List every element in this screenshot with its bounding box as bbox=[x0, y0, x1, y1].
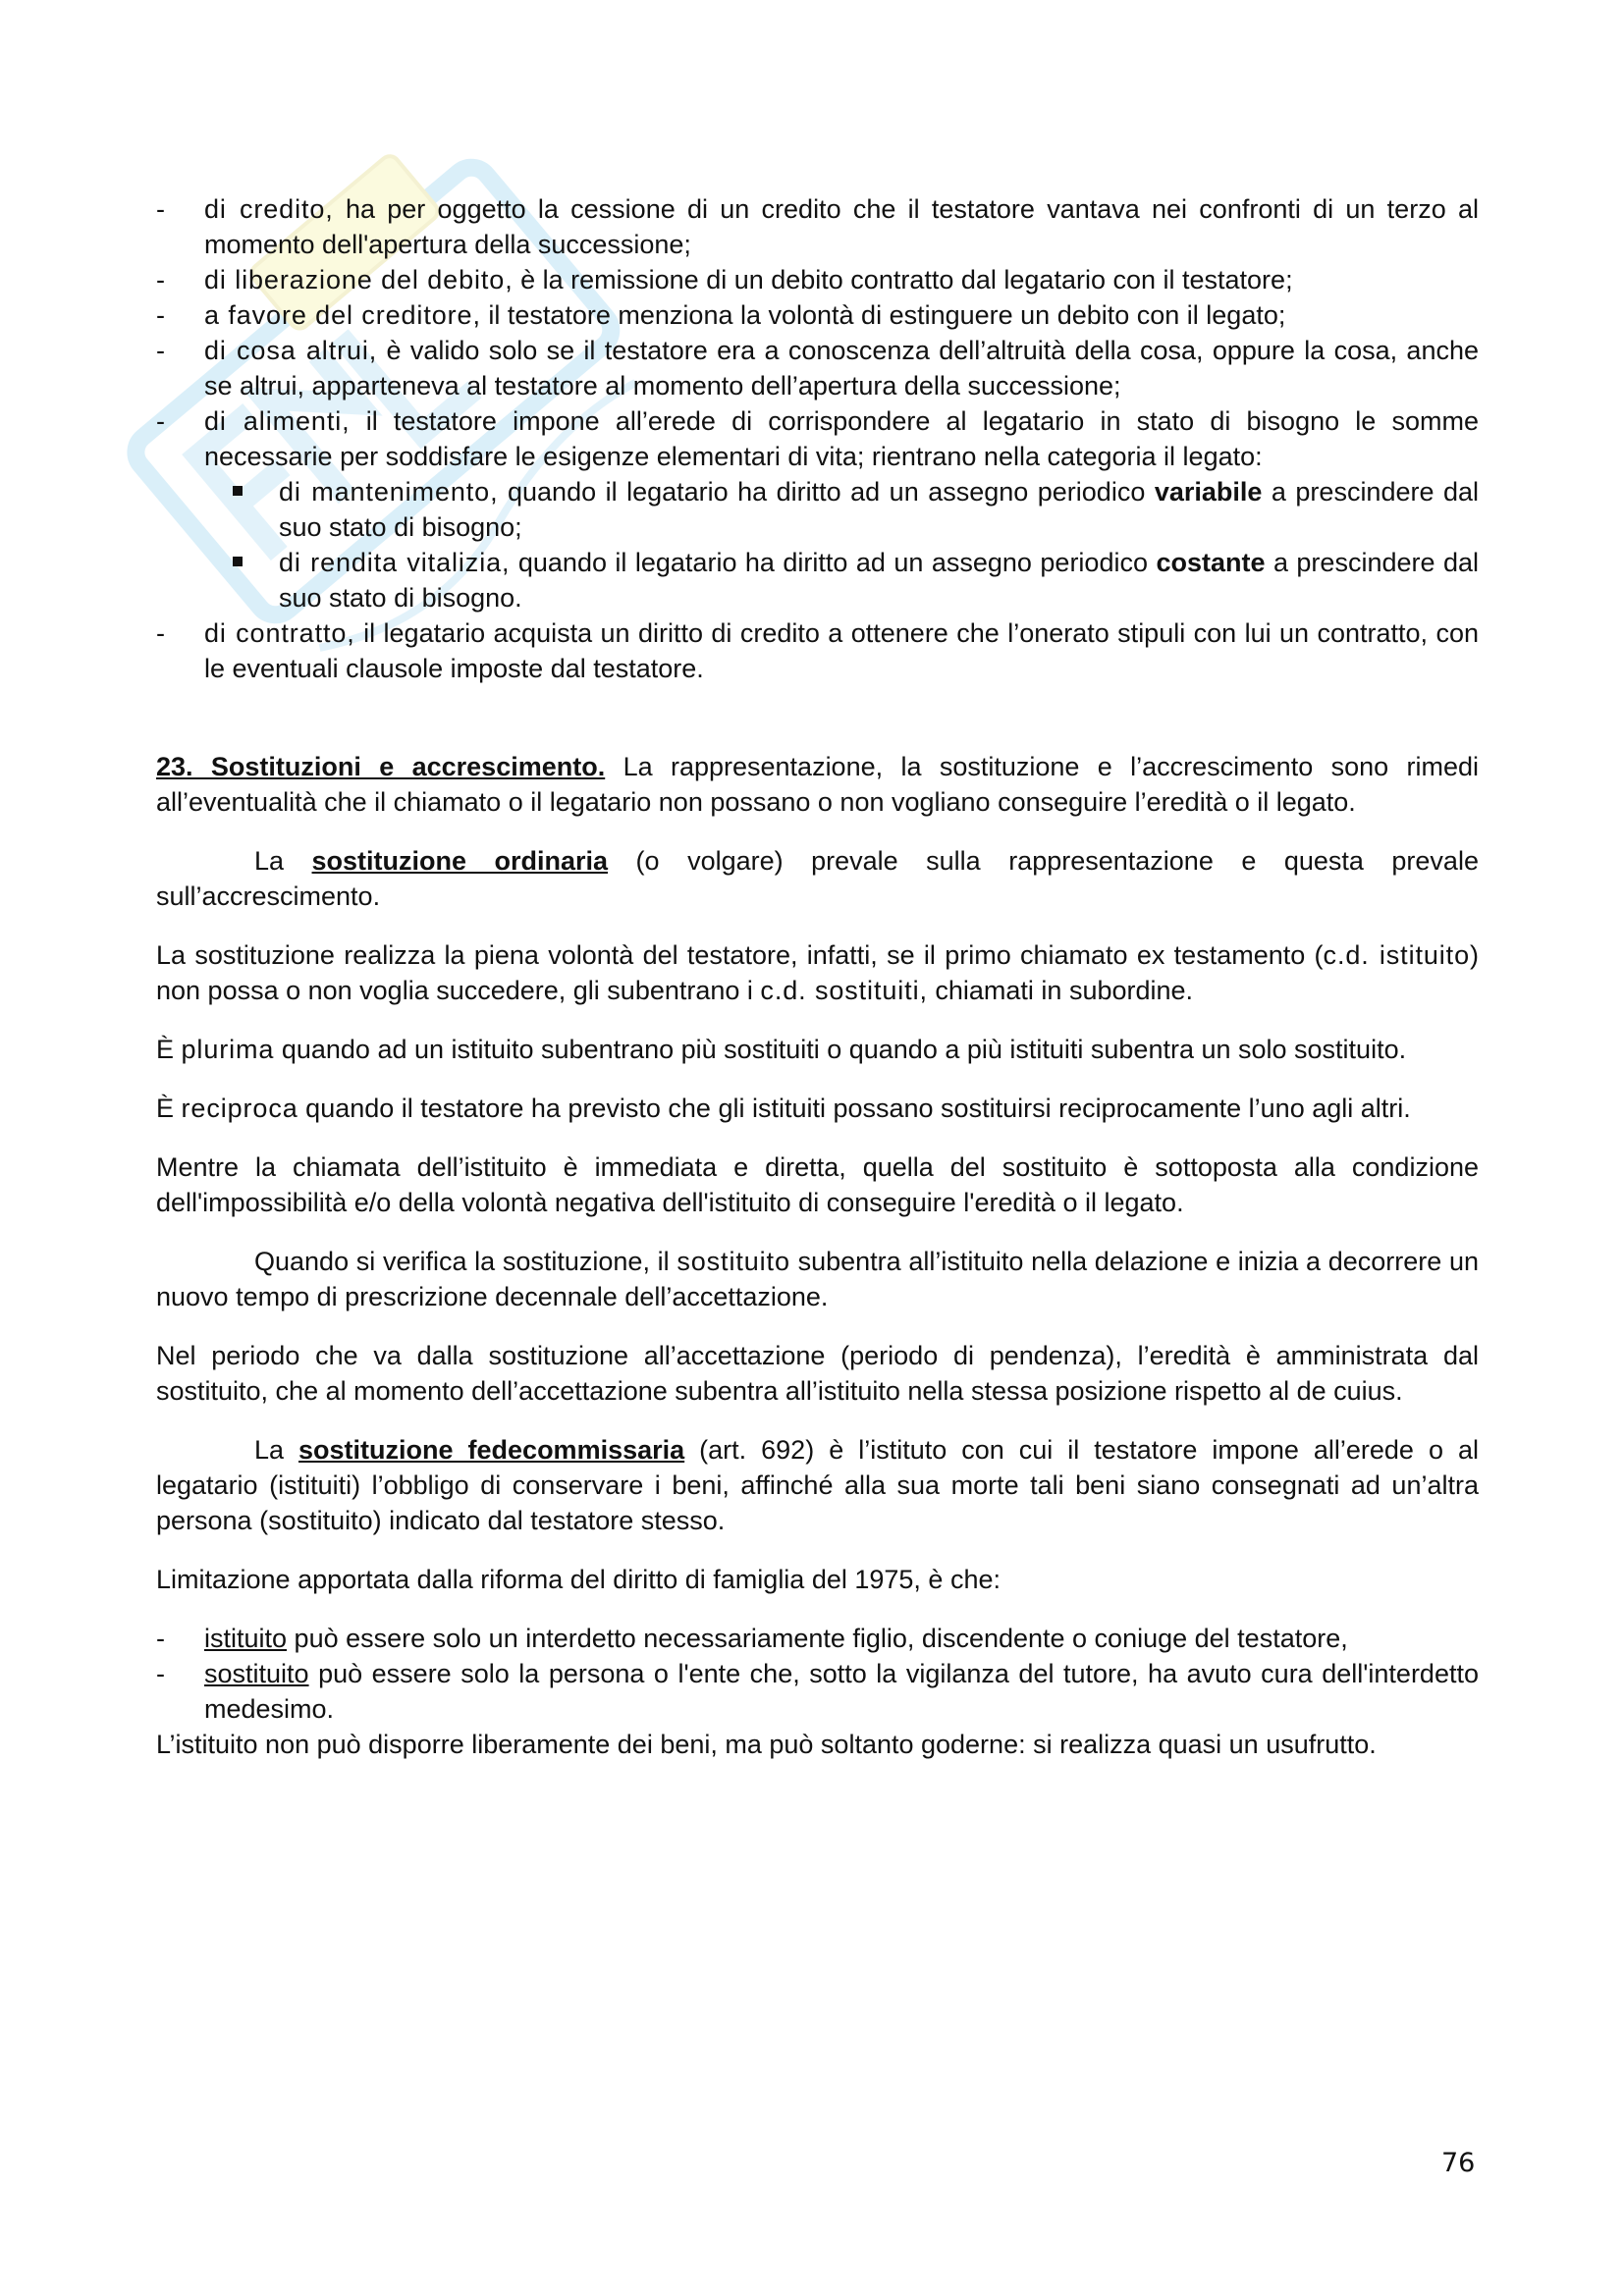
text: subentra all’istituito nella delazione e inizia a decorrere un nuovo tempo di prescrizione decennale dell’accettazione. bbox=[156, 1247, 1479, 1311]
list-dash: - bbox=[156, 1659, 165, 1688]
item-text: il legatario acquista un diritto di credito a ottenere che l’onerato stipuli con lui un contratto, con le eventuali clausole imposte dal testatore. bbox=[204, 618, 1479, 683]
item-bold: variabile bbox=[1154, 477, 1263, 507]
text: ) non possa o non voglia succedere, gli subentrano i bbox=[156, 940, 1479, 1005]
paragraph-reciproca bbox=[156, 1091, 1479, 1126]
item-term: di alimenti, bbox=[204, 406, 351, 436]
term-sostituiti: c.d. sostituiti, bbox=[760, 976, 928, 1005]
list-item bbox=[156, 333, 1479, 403]
item-text: il testatore menziona la volontà di estinguere un debito con il legato; bbox=[480, 300, 1286, 330]
item-bold: costante bbox=[1156, 548, 1266, 577]
text: (o volgare) prevale sulla rappresentazione e questa prevale sull’accrescimento. bbox=[156, 846, 1479, 911]
item-text: ha per oggetto la cessione di un credito che il testatore vantava nei confronti di un terzo al momento dell'apertura della successione; bbox=[204, 194, 1479, 259]
list-item bbox=[156, 1621, 1479, 1656]
text: La bbox=[254, 1435, 299, 1465]
document-page bbox=[156, 191, 1479, 1762]
term-sostituzione-ordinaria: sostituzione ordinaria bbox=[311, 846, 609, 876]
item-text: quando il legatario ha diritto ad un assegno periodico bbox=[510, 548, 1157, 577]
list-item bbox=[156, 262, 1479, 297]
term-reciproca: reciproca bbox=[181, 1094, 298, 1123]
item-text: può essere solo la persona o l'ente che, sotto la vigilanza del tutore, ha avuto cura dell'interdetto medesimo. bbox=[204, 1659, 1479, 1724]
text: (art. 692) è l’istituto con cui il testatore impone all’erede o al legatario (istituiti) l’obbligo di conservare i beni, affinché alla sua morte tali beni siano consegnati ad un’altra persona (sostituito) indicato dal testatore stesso. bbox=[156, 1435, 1479, 1535]
item-term: istituito bbox=[204, 1624, 288, 1653]
sublist-item bbox=[156, 474, 1479, 545]
text: Quando si verifica la sostituzione, il bbox=[254, 1247, 677, 1276]
paragraph-chiamata: Mentre la chiamata dell’istituito è immediata e diretta, quella del sostituito è sottoposta alla condizione dell'impossibilità e/o della volontà negativa dell'istituito di conseguire l'eredità o il legato. bbox=[156, 1152, 1479, 1217]
text: La bbox=[254, 846, 312, 876]
text: quando il testatore ha previsto che gli istituiti possano sostituirsi reciprocamente l’uno agli altri. bbox=[298, 1094, 1411, 1123]
text: quando ad un istituito subentrano più sostituiti o quando a più istituiti subentra un solo sostituito. bbox=[274, 1035, 1407, 1064]
list-dash: - bbox=[156, 336, 165, 365]
text: È bbox=[156, 1035, 182, 1064]
list-item bbox=[156, 191, 1479, 262]
term-sostituito: sostituito bbox=[677, 1247, 790, 1276]
term-sostituzione-fedecommissaria: sostituzione fedecommissaria bbox=[298, 1435, 685, 1465]
list-item bbox=[156, 297, 1479, 333]
paragraph-verifica bbox=[156, 1244, 1479, 1314]
item-text: il testatore impone all’erede di corrispondere al legatario in stato di bisogno le somme necessarie per soddisfare le esigenze elementari di vita; rientrano nella categoria il legato: bbox=[204, 406, 1479, 471]
item-term: di cosa altrui, bbox=[204, 336, 378, 365]
item-term: di mantenimento, bbox=[279, 477, 499, 507]
list-item bbox=[156, 615, 1479, 686]
term-plurima: plurima bbox=[181, 1035, 275, 1064]
paragraph-periodo: Nel periodo che va dalla sostituzione all’accettazione (periodo di pendenza), l’eredità è amministrata dal sostituito, che al momento dell’accettazione subentra all’istituito nella stessa posizione rispetto al de cuius. bbox=[156, 1341, 1479, 1406]
section-heading: 23. Sostituzioni e accrescimento. bbox=[156, 752, 606, 781]
section-paragraph bbox=[156, 749, 1479, 820]
paragraph-ordinaria bbox=[156, 843, 1479, 914]
item-text: può essere solo un interdetto necessariamente figlio, discendente o coniuge del testatore, bbox=[287, 1624, 1348, 1653]
paragraph-final: L’istituito non può disporre liberamente dei beni, ma può soltanto goderne: si realizza quasi un usufrutto. bbox=[156, 1730, 1377, 1759]
paragraph-plurima bbox=[156, 1032, 1479, 1067]
item-term: di contratto, bbox=[204, 618, 355, 648]
item-term: di liberazione del debito, bbox=[204, 265, 514, 294]
item-text: è valido solo se il testatore era a conoscenza dell’altruità della cosa, oppure la cosa, anche se altrui, apparteneva al testatore al momento dell’apertura della successione; bbox=[204, 336, 1479, 400]
paragraph-limitazione: Limitazione apportata dalla riforma del diritto di famiglia del 1975, è che: bbox=[156, 1565, 1001, 1594]
list-item bbox=[156, 1656, 1479, 1727]
list-dash: - bbox=[156, 406, 165, 436]
alimenti-sublist bbox=[156, 474, 1479, 615]
item-text: a prescindere dal suo stato di bisogno; bbox=[279, 477, 1480, 542]
item-term: di rendita vitalizia, bbox=[279, 548, 511, 577]
item-term: sostituito bbox=[204, 1659, 309, 1688]
item-text: a prescindere dal suo stato di bisogno. bbox=[279, 548, 1479, 613]
list-dash: - bbox=[156, 300, 165, 330]
text: chiamati in subordine. bbox=[927, 976, 1194, 1005]
list-dash: - bbox=[156, 1624, 165, 1653]
item-text: è la remissione di un debito contratto dal legatario con il testatore; bbox=[513, 265, 1293, 294]
text: La sostituzione realizza la piena volontà del testatore, infatti, se il primo chiamato ex testamento ( bbox=[156, 940, 1324, 970]
term-istituito: c.d. istituito bbox=[1323, 940, 1470, 970]
list-dash: - bbox=[156, 618, 165, 648]
text: È bbox=[156, 1094, 182, 1123]
square-bullet-icon bbox=[233, 557, 243, 566]
list-dash: - bbox=[156, 194, 165, 224]
legato-types-list bbox=[156, 191, 1479, 474]
item-term: a favore del creditore, bbox=[204, 300, 481, 330]
page-number: 76 bbox=[1441, 2148, 1476, 2178]
item-term: di credito, bbox=[204, 194, 334, 224]
paragraph-fedecommissaria bbox=[156, 1432, 1479, 1538]
limitazione-list bbox=[156, 1621, 1479, 1727]
item-text: quando il legatario ha diritto ad un assegno periodico bbox=[498, 477, 1155, 507]
list-item bbox=[156, 403, 1479, 474]
section-intro: La rappresentazione, la sostituzione e l’accrescimento sono rimedi all’eventualità che il chiamato o il legatario non possano o non vogliano conseguire l’eredità o il legato. bbox=[156, 752, 1479, 817]
paragraph-realizza bbox=[156, 937, 1479, 1008]
legato-types-list-continued bbox=[156, 615, 1479, 686]
sublist-item bbox=[156, 545, 1479, 615]
list-dash: - bbox=[156, 265, 165, 294]
square-bullet-icon bbox=[233, 486, 243, 496]
